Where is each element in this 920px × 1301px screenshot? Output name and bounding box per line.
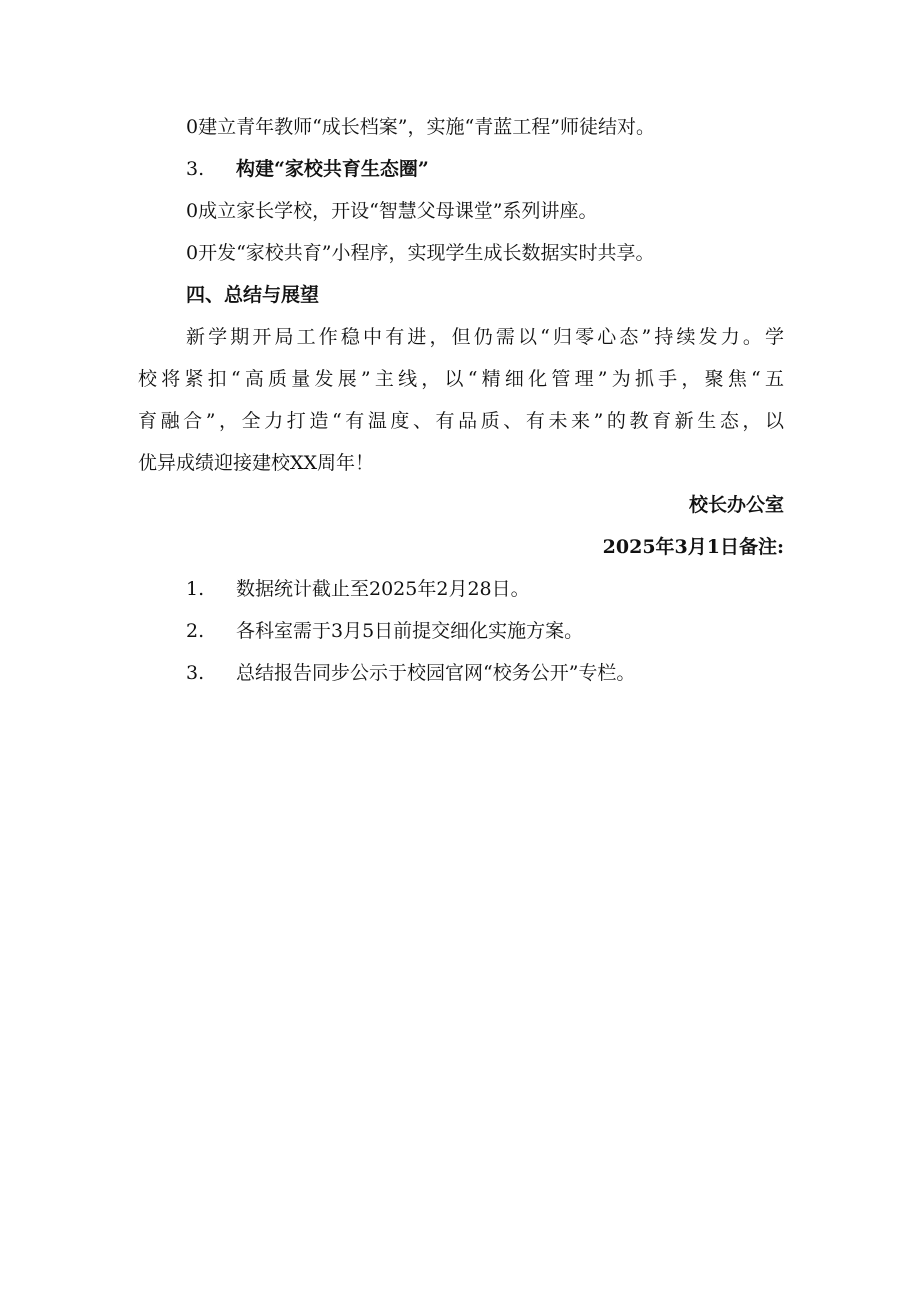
paragraph-line-3: 育融合”，全力打造“有温度、有品质、有未来”的教育新生态，以 bbox=[138, 410, 784, 432]
note-text: 各科室需于3月5日前提交细化实施方案。 bbox=[236, 620, 584, 642]
note-text: 数据统计截止至2025年2月28日。 bbox=[236, 578, 530, 600]
signature-date-note: 2025年3月1日备注: bbox=[602, 536, 784, 558]
bullet-parent-school: 0成立家长学校，开设“智慧父母课堂”系列讲座。 bbox=[186, 200, 598, 222]
note-item bbox=[138, 619, 784, 643]
signature-office: 校长办公室 bbox=[688, 494, 784, 516]
paragraph-line-4: 优异成绩迎接建校XX周年！ bbox=[138, 452, 375, 474]
note-number: 2. bbox=[186, 620, 205, 642]
bullet-youth-teacher-archive: 0建立青年教师“成长档案”，实施“青蓝工程”师徒结对。 bbox=[186, 116, 655, 138]
bullet-mini-program: 0开发“家校共育”小程序，实现学生成长数据实时共享。 bbox=[186, 242, 655, 264]
note-number: 3. bbox=[186, 662, 205, 684]
paragraph-line-1: 新学期开局工作稳中有进，但仍需以“归零心态”持续发力。学 bbox=[186, 326, 784, 348]
section-title: 构建“家校共育生态圈” bbox=[236, 158, 429, 180]
note-text: 总结报告同步公示于校园官网“校务公开”专栏。 bbox=[236, 662, 636, 684]
note-item bbox=[138, 661, 784, 685]
paragraph-line-2: 校将紧扣“高质量发展”主线，以“精细化管理”为抓手，聚焦“五 bbox=[138, 368, 784, 390]
section-3-heading bbox=[138, 157, 784, 181]
note-item bbox=[138, 577, 784, 601]
section-number: 3. bbox=[186, 158, 205, 180]
heading-summary-outlook: 四、总结与展望 bbox=[186, 284, 320, 306]
note-number: 1. bbox=[186, 578, 205, 600]
